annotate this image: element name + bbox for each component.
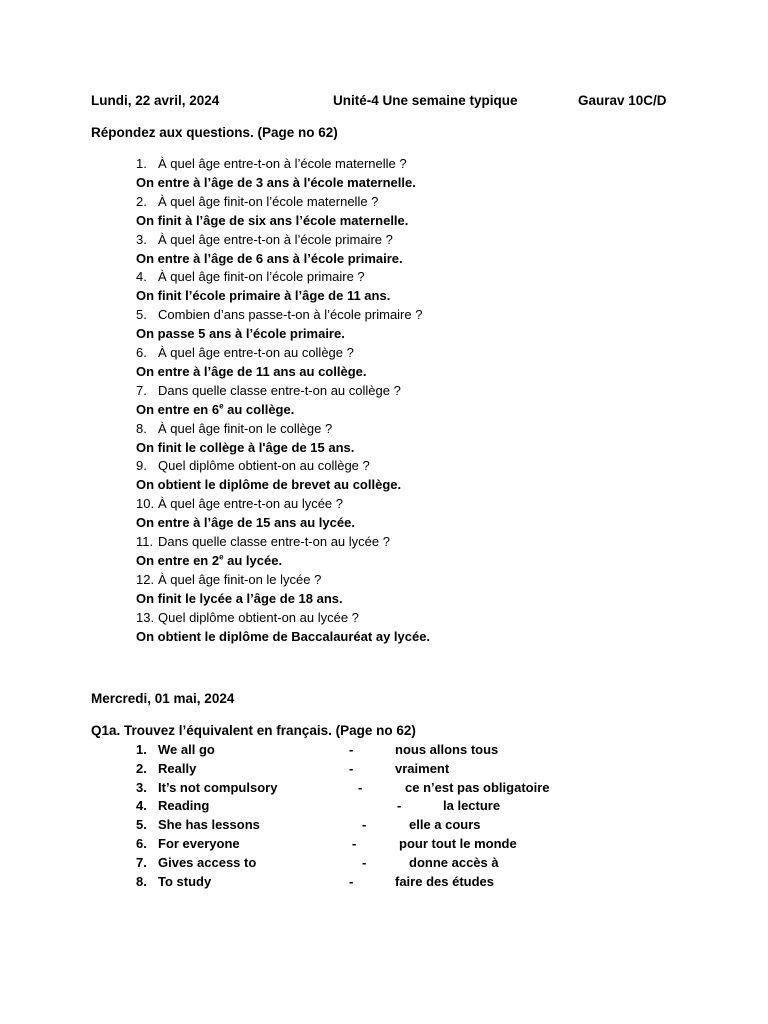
question-number: 3. <box>136 231 147 247</box>
question-text: À quel âge entre-t-on à l’école maternelle ? <box>158 156 407 171</box>
question-number: 12. <box>136 571 155 587</box>
answer-text: On finit le lycée a l’âge de 18 ans. <box>136 590 343 606</box>
header-unit: Unité-4 Une semaine typique <box>333 93 518 108</box>
answer-text: On entre à l’âge de 11 ans au collège. <box>136 364 367 379</box>
question-text: À quel âge entre-t-on au lycée ? <box>158 496 344 512</box>
answer-text: On obtient le diplôme de Baccalauréat ay lycée. <box>136 628 431 644</box>
section1-instruction: Répondez aux questions. (Page no 62) <box>91 125 338 140</box>
answer-text: On finit à l’âge de six ans l’école maternelle. <box>136 212 409 228</box>
vocab-dash: - <box>349 760 354 776</box>
question-text: Dans quelle classe entre-t-on au lycée ? <box>158 534 390 549</box>
answer-text: On entre en 6e au collège. <box>136 401 295 417</box>
question-text: Quel diplôme obtient-on au collège ? <box>158 458 370 474</box>
vocab-english: For everyone <box>158 836 240 851</box>
answer-text: On finit l’école primaire à l’âge de 11 ans. <box>136 288 391 304</box>
header-date: Lundi, 22 avril, 2024 <box>91 93 220 108</box>
question-number: 2. <box>136 193 147 209</box>
vocab-dash: - <box>397 798 402 814</box>
vocab-number: 2. <box>136 760 147 776</box>
vocab-english: Gives access to <box>158 854 257 870</box>
question-text: À quel âge entre-t-on au collège ? <box>158 345 354 360</box>
question-text: Dans quelle classe entre-t-on au collège ? <box>158 382 401 398</box>
question-text: À quel âge finit-on l’école maternelle ? <box>158 193 379 209</box>
vocab-number: 8. <box>136 873 147 889</box>
question-number: 9. <box>136 458 147 474</box>
question-text: Combien d’ans passe-t-on à l’école primaire ? <box>158 307 423 323</box>
question-text: À quel âge entre-t-on à l’école primaire ? <box>158 231 393 247</box>
vocab-number: 4. <box>136 798 147 814</box>
vocab-french: vraiment <box>395 760 450 776</box>
answer-text: On entre à l’âge de 6 ans à l’école primaire. <box>136 250 403 266</box>
answer-text: On obtient le diplôme de brevet au collège. <box>136 477 402 493</box>
question-number: 10. <box>136 496 155 512</box>
question-number: 13. <box>136 609 155 625</box>
vocab-english: We all go <box>158 742 215 757</box>
question-number: 11. <box>136 534 154 549</box>
section2-instruction: Q1a. Trouvez l’équivalent en français. (Page no 62) <box>91 723 416 738</box>
vocab-number: 1. <box>136 742 147 757</box>
vocab-english: To study <box>158 873 212 889</box>
vocab-number: 7. <box>136 854 147 870</box>
vocab-dash: - <box>358 779 363 795</box>
vocab-english: It’s not compulsory <box>158 779 278 795</box>
vocab-french: faire des études <box>395 873 494 889</box>
answer-text: On finit le collège à l'âge de 15 ans. <box>136 439 355 455</box>
section2-date: Mercredi, 01 mai, 2024 <box>91 691 235 706</box>
vocab-dash: - <box>362 817 367 833</box>
question-number: 4. <box>136 269 147 285</box>
question-text: À quel âge finit-on le lycée ? <box>158 571 322 587</box>
vocab-french: nous allons tous <box>395 742 499 757</box>
vocab-english: Really <box>158 760 197 776</box>
answer-text: On entre en 2e au lycée. <box>136 552 283 568</box>
question-text: Quel diplôme obtient-on au lycée ? <box>158 609 359 625</box>
answer-text: On entre à l’âge de 15 ans au lycée. <box>136 515 355 531</box>
vocab-french: elle a cours <box>409 817 481 833</box>
vocab-french: pour tout le monde <box>399 836 517 851</box>
answer-text: On entre à l’âge de 3 ans à l'école maternelle. <box>136 175 416 190</box>
question-text: À quel âge finit-on le collège ? <box>158 420 333 436</box>
header-student: Gaurav 10C/D <box>578 93 667 108</box>
vocab-dash: - <box>349 742 354 757</box>
vocab-english: She has lessons <box>158 817 260 833</box>
vocab-number: 3. <box>136 779 147 795</box>
vocab-number: 6. <box>136 836 147 851</box>
vocab-french: ce n’est pas obligatoire <box>405 779 550 795</box>
vocab-dash: - <box>362 854 367 870</box>
question-text: À quel âge finit-on l’école primaire ? <box>158 269 365 285</box>
question-number: 6. <box>136 345 147 360</box>
answer-text: On passe 5 ans à l’école primaire. <box>136 326 345 342</box>
question-number: 1. <box>136 156 147 171</box>
question-number: 8. <box>136 420 147 436</box>
vocab-french: donne accès à <box>409 854 499 870</box>
question-number: 5. <box>136 307 147 323</box>
vocab-french: la lecture <box>443 798 501 814</box>
vocab-number: 5. <box>136 817 147 833</box>
question-number: 7. <box>136 382 147 398</box>
vocab-dash: - <box>349 873 354 889</box>
vocab-dash: - <box>352 836 357 851</box>
vocab-english: Reading <box>158 798 210 814</box>
